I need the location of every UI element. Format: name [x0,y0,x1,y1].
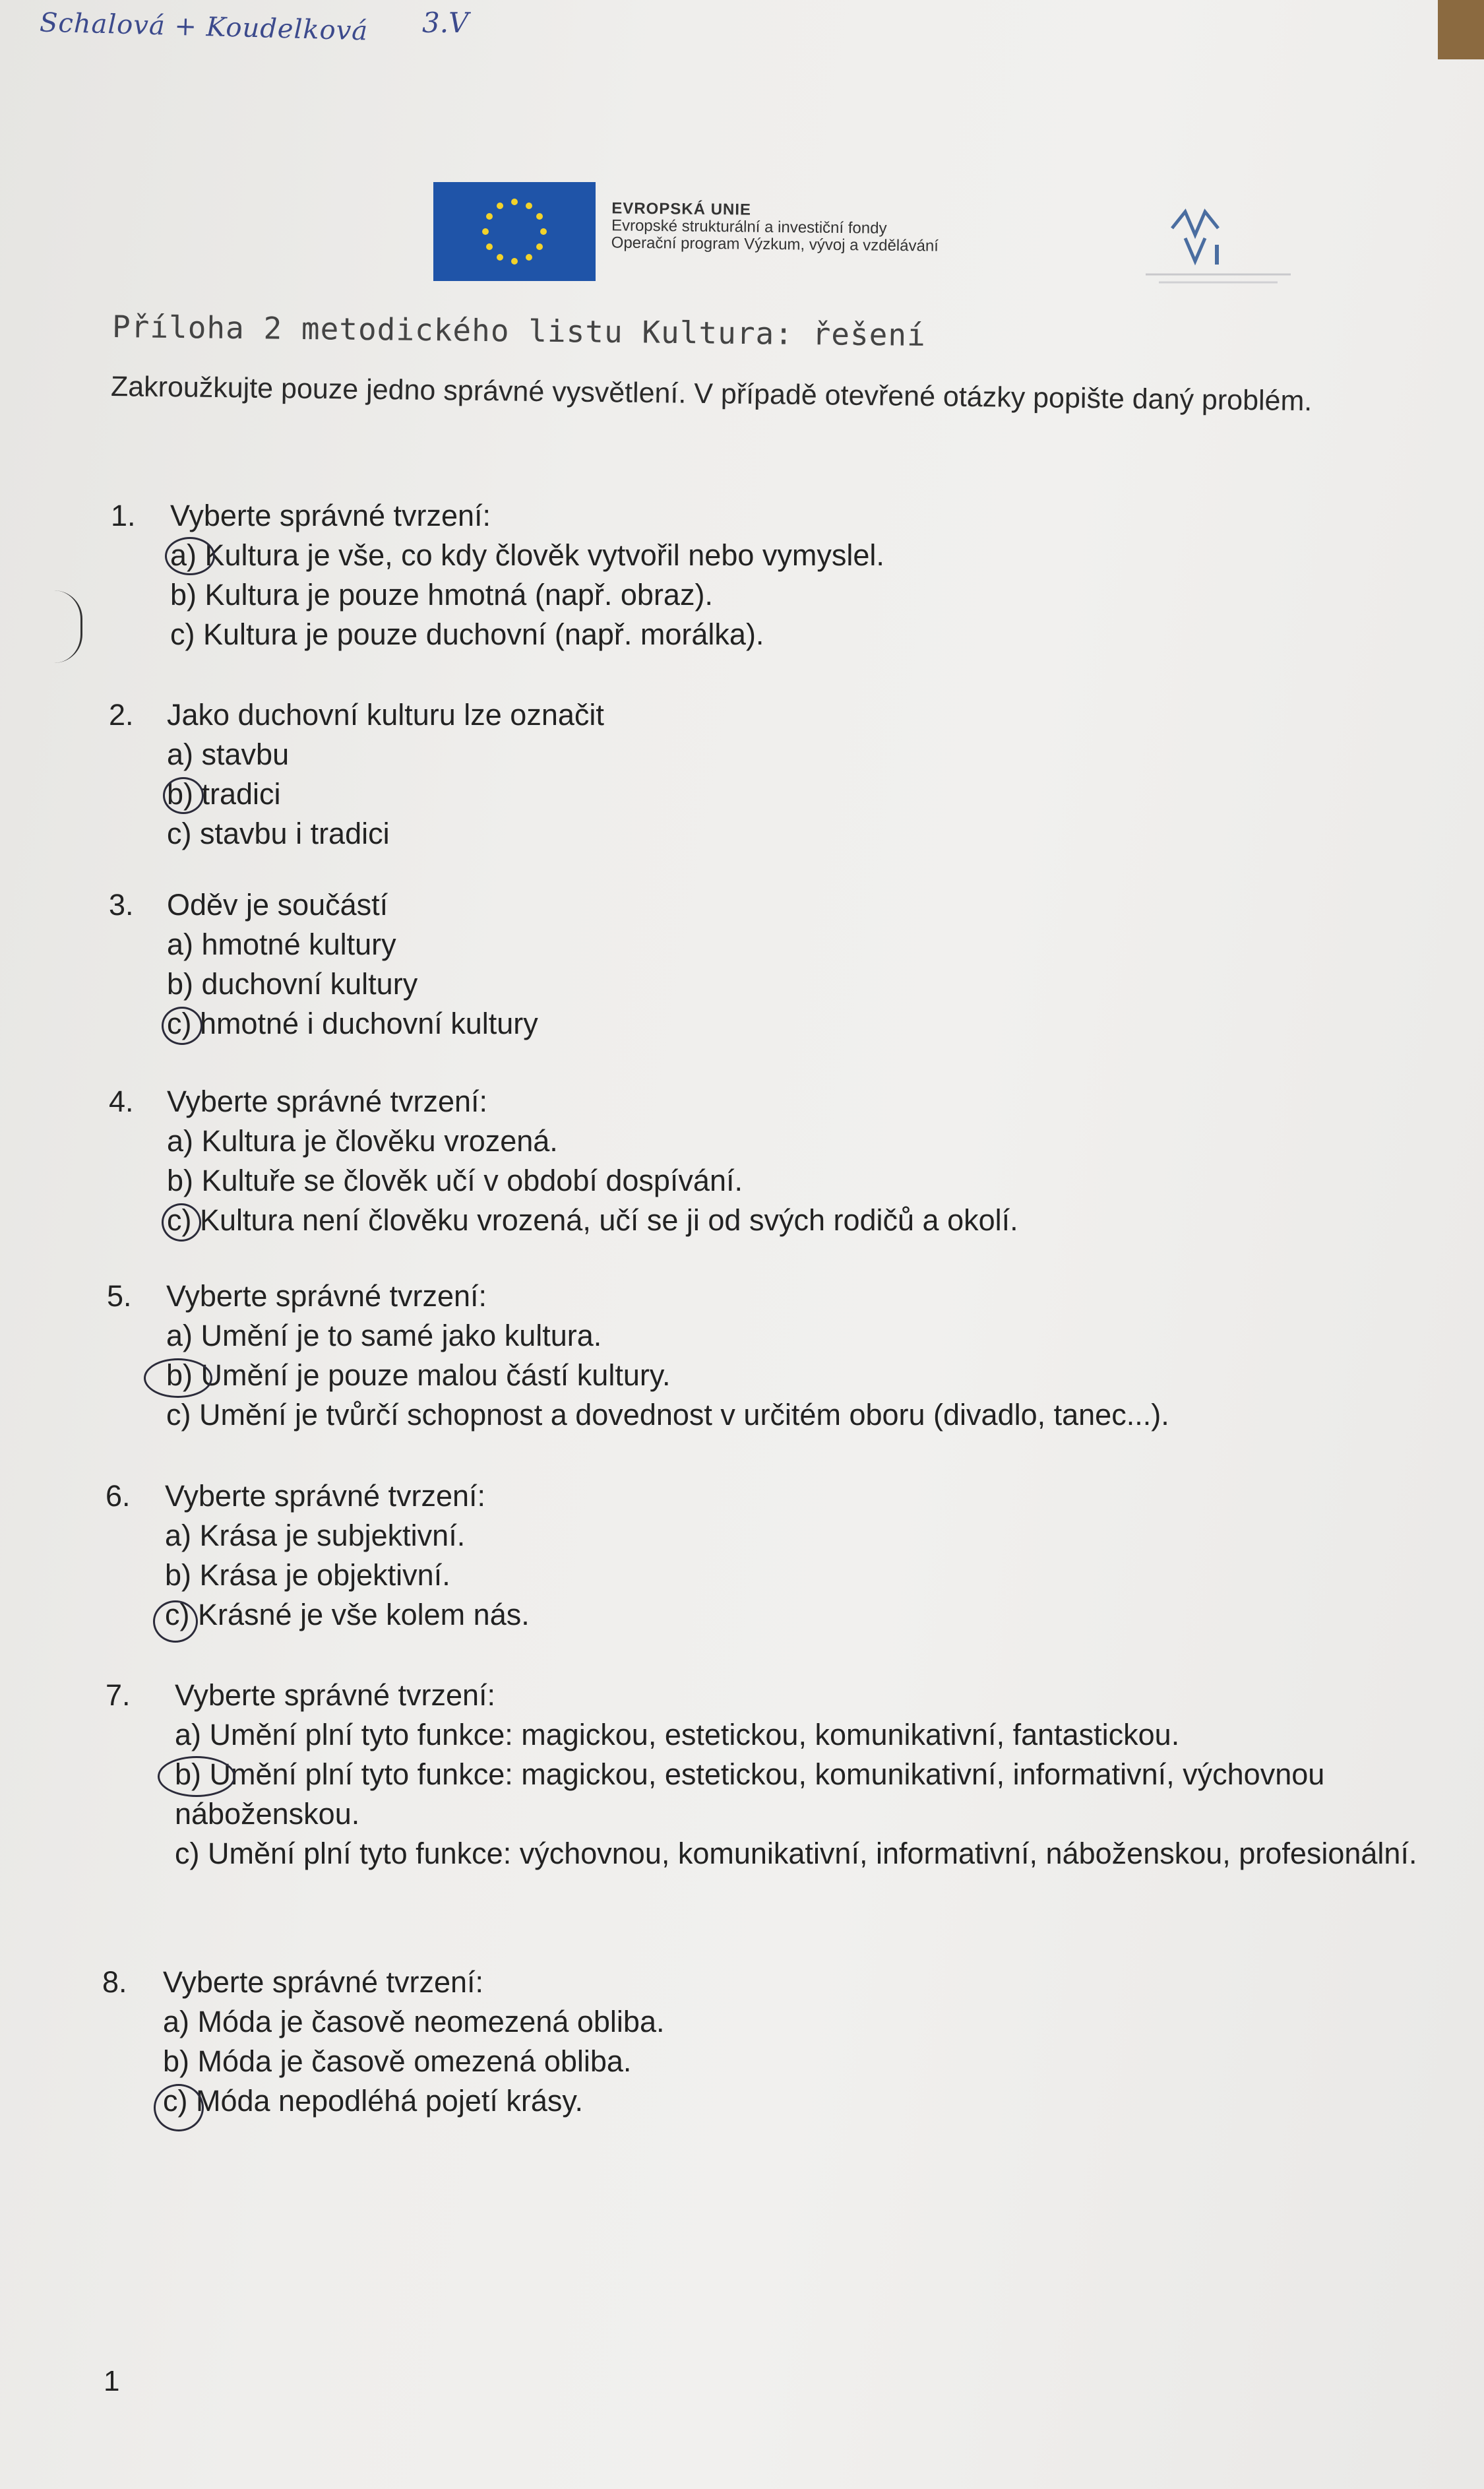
option-c[interactable]: c) Kultura není člověku vrozená, učí se ji od svých rodičů a okolí. [167,1201,1018,1240]
option-b[interactable]: b) tradici [167,774,604,814]
question-number: 6. [106,1479,131,1513]
question-text: Oděv je součástí [167,888,388,922]
answer-circle [153,1600,198,1643]
option-a[interactable]: a) Móda je časově neomezená obliba. [163,2005,665,2038]
question-number: 4. [109,1085,134,1118]
document-title: Příloha 2 metodického listu Kultura: řešení [111,309,927,353]
option-b[interactable]: b) Móda je časově omezená obliba. [163,2044,632,2078]
question-text: Vyberte správné tvrzení: [175,1678,496,1712]
eu-line-program: Operační program Výzkum, vývoj a vzdělávání [611,234,939,255]
question-number: 5. [107,1279,132,1313]
question-1 [111,496,884,654]
question-text: Jako duchovní kulturu lze označit [167,698,604,732]
question-number: 2. [109,698,134,732]
option-a[interactable]: a) stavbu [167,738,290,771]
wood-background [1438,0,1484,59]
option-b[interactable]: b) Kultuře se člověk učí v období dospívání. [167,1164,743,1197]
question-text: Vyberte správné tvrzení: [165,1479,486,1513]
option-c[interactable]: c) Umění je tvůrčí schopnost a dovednost v určitém oboru (divadlo, tanec...). [166,1398,1169,1432]
option-a[interactable]: a) Kultura je člověku vrozená. [167,1124,558,1158]
eu-title: EVROPSKÁ UNIE [611,199,752,219]
instruction-text: Zakroužkujte pouze jedno správné vysvětlení. V případě otevřené otázky popište daný problém. [110,371,1313,418]
answer-circle [163,777,204,814]
option-b[interactable]: b) Umění plní tyto funkce: magickou, estetickou, komunikativní, informativní, výchovnou náboženskou. [175,1755,1484,1834]
option-c[interactable]: c) Móda nepodléhá pojetí krásy. [163,2081,664,2121]
option-c[interactable]: c) Krásné je vše kolem nás. [165,1595,530,1635]
question-text: Vyberte správné tvrzení: [163,1965,484,1999]
eu-flag-icon [433,182,596,281]
option-c[interactable]: c) hmotné i duchovní kultury [167,1004,538,1044]
question-text: Vyberte správné tvrzení: [167,1085,488,1118]
answer-circle [165,537,215,575]
eu-line-funds: Evropské strukturální a investiční fondy [611,216,887,237]
question-8 [102,1963,664,2121]
answer-circle [162,1203,201,1242]
question-7 [106,1676,1484,1874]
handwritten-mark: 3.V [422,7,469,39]
question-text: Vyberte správné tvrzení: [170,499,491,532]
question-5 [107,1276,1169,1435]
answer-circle [144,1358,212,1398]
answer-circle [154,2084,204,2131]
page-number: 1 [104,2365,120,2397]
option-b[interactable]: b) Kultura je pouze hmotná (např. obraz). [170,578,713,612]
option-c[interactable]: c) stavbu i tradici [167,817,390,850]
answer-circle [158,1756,235,1797]
question-3 [109,885,538,1044]
question-number: 3. [109,888,134,922]
question-number: 1. [111,499,136,532]
question-text: Vyberte správné tvrzení: [166,1279,487,1313]
option-c[interactable]: c) Kultura je pouze duchovní (např. morálka). [170,617,764,651]
answer-circle [162,1007,202,1045]
ministry-logo [1132,189,1304,288]
option-a[interactable]: a) Umění plní tyto funkce: magickou, estetickou, komunikativní, fantastickou. [175,1718,1180,1751]
option-b[interactable]: b) duchovní kultury [167,967,418,1001]
header-logos [433,182,1284,294]
question-number: 7. [106,1678,131,1712]
eu-text-block [611,200,939,255]
option-c[interactable]: c) Umění plní tyto funkce: výchovnou, komunikativní, informativní, náboženskou, profesionální. [175,1837,1417,1870]
handwritten-names: Schalová + Koudelková [39,7,369,47]
question-6 [106,1476,530,1635]
question-2 [109,695,604,854]
option-a[interactable]: a) Kultura je vše, co kdy člověk vytvořil nebo vymyslel. [170,536,884,575]
option-b[interactable]: b) Krása je objektivní. [165,1558,450,1592]
option-a[interactable]: a) hmotné kultury [167,928,396,961]
option-a[interactable]: a) Krása je subjektivní. [165,1519,466,1552]
question-number: 8. [102,1965,127,1999]
option-b[interactable]: b) Umění je pouze malou částí kultury. [166,1356,1169,1395]
question-4 [109,1082,1018,1240]
option-a[interactable]: a) Umění je to samé jako kultura. [166,1319,602,1352]
